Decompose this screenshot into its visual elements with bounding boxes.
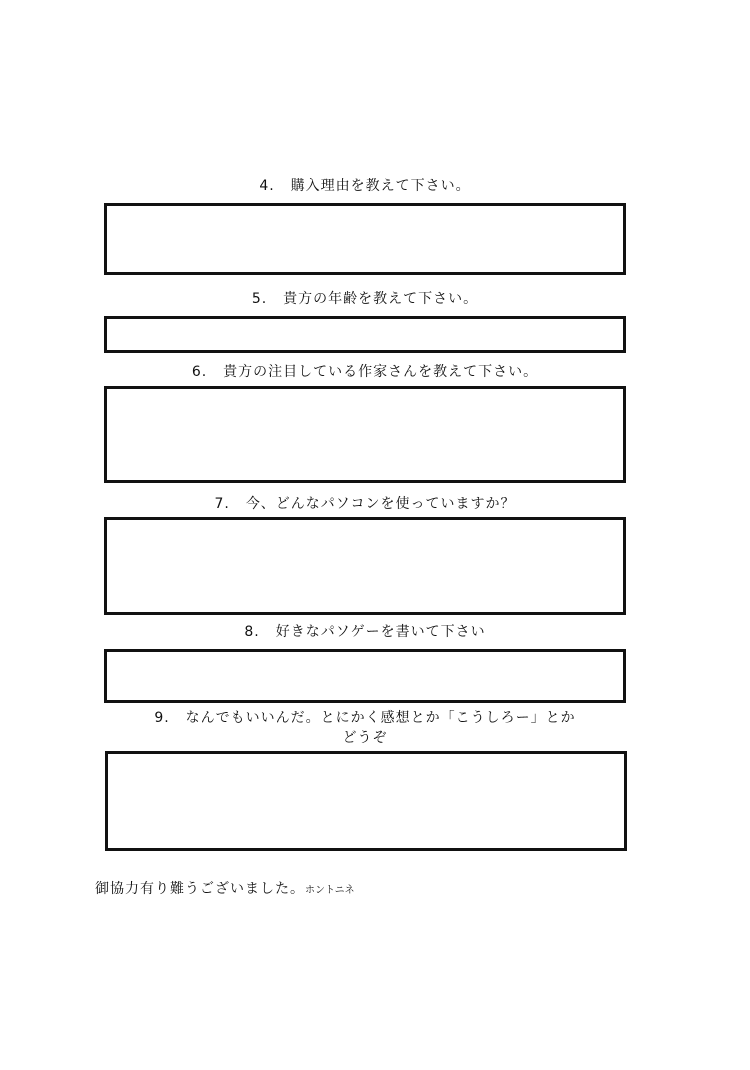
answer-box-4[interactable] [104, 203, 626, 275]
question-number: 8. [244, 624, 260, 640]
question-6-label [104, 362, 626, 382]
question-text: 好きなパソゲーを書いて下さい [275, 624, 486, 640]
answer-box-8[interactable] [104, 649, 626, 703]
question-4-label [104, 176, 626, 196]
question-text: 貴方の年齢を教えて下さい。 [283, 291, 479, 307]
question-number: 5. [251, 291, 268, 307]
question-text: 今、どんなパソコンを使っていますか？ [245, 496, 516, 512]
question-8-label [104, 622, 626, 642]
question-text: 貴方の注目している作家さんを教えて下さい。 [223, 364, 539, 380]
question-7-label [104, 494, 626, 514]
question-number: 4. [259, 178, 275, 194]
question-9-label [104, 708, 626, 748]
answer-box-9[interactable] [105, 751, 627, 851]
thank-you-aside: ホントニネ [305, 885, 355, 896]
question-text: 購入理由を教えて下さい。 [290, 178, 471, 194]
question-number: 7. [214, 496, 230, 512]
answer-box-7[interactable] [104, 517, 626, 615]
question-text-line2: どうぞ [342, 730, 388, 746]
question-number: 9. [154, 710, 170, 726]
thank-you-note [95, 878, 355, 898]
answer-box-5[interactable] [104, 316, 626, 353]
question-text: なんでもいいんだ。とにかく感想とか「こうしろー」とか [185, 710, 576, 726]
thank-you-text: 御協力有り難うございました。 [95, 881, 305, 897]
question-number: 6. [191, 364, 208, 380]
answer-box-6[interactable] [104, 386, 626, 483]
question-5-label [104, 289, 626, 309]
